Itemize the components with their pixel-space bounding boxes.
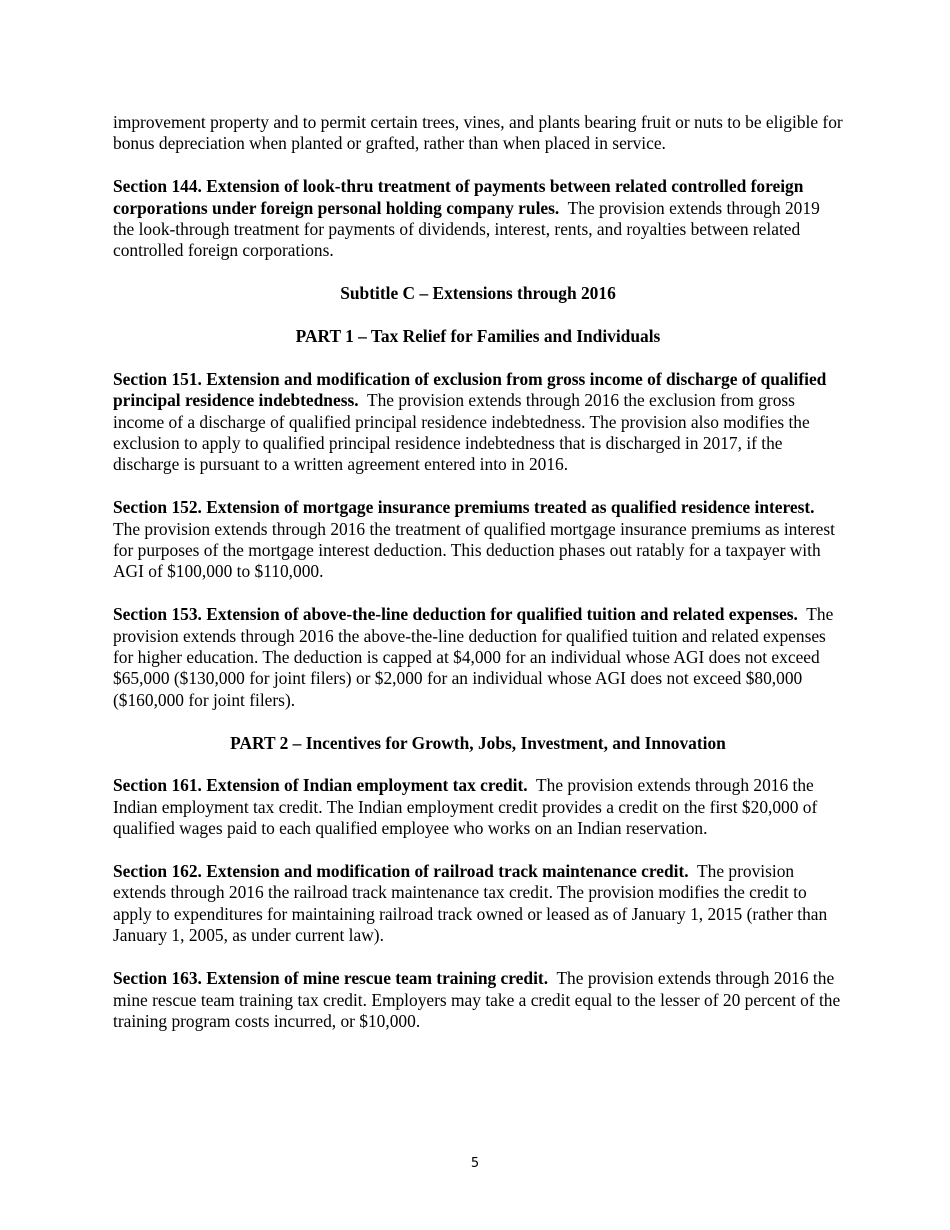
section-144-title: Section 144. Extension of look-thru treatment of payments between related controlled foreign corporations under foreign personal holding company rules. bbox=[113, 176, 804, 218]
page-number: 5 bbox=[470, 1156, 480, 1171]
part-2-heading: PART 2 – Incentives for Growth, Jobs, Investment, and Innovation bbox=[230, 732, 726, 753]
section-161-body: The provision extends through 2016 the Indian employment tax credit. The Indian employment credit provides a credit on the first $20,000 of qualified wages paid to each qualified employee who works on an Indian reservation. bbox=[113, 775, 818, 839]
page-content bbox=[113, 112, 843, 1054]
section-153-title: Section 153. Extension of above-the-line deduction for qualified tuition and related expenses. bbox=[113, 604, 798, 625]
section-163-paragraph bbox=[113, 968, 843, 1032]
section-153-body: The provision extends through 2016 the above-the-line deduction for qualified tuition and related expenses for higher education. The deduction is capped at $4,000 for an individual whose AGI does not exceed $65,000 ($130,000 for joint filers) or $2,000 for an individual whose AGI does not exceed $80,000 ($160,000 for joint filers). bbox=[113, 604, 834, 710]
section-151-body: The provision extends through 2016 the exclusion from gross income of a discharge of qualified principal residence indebtedness. The provision also modifies the exclusion to apply to qualified principal residence indebtedness that is discharged in 2017, if the discharge is pursuant to a written agreement entered into in 2016. bbox=[113, 390, 810, 475]
section-144-paragraph bbox=[113, 176, 843, 262]
section-161-title: Section 161. Extension of Indian employment tax credit. bbox=[113, 775, 528, 796]
section-153-paragraph bbox=[113, 604, 843, 711]
continuation-paragraph: improvement property and to permit certain trees, vines, and plants bearing fruit or nuts to be eligible for bonus depreciation when planted or grafted, rather than when placed in service. bbox=[113, 112, 843, 154]
section-162-title: Section 162. Extension and modification of railroad track maintenance credit. bbox=[113, 861, 689, 882]
section-163-title: Section 163. Extension of mine rescue team training credit. bbox=[113, 968, 549, 989]
section-152-body: The provision extends through 2016 the treatment of qualified mortgage insurance premiums as interest for purposes of the mortgage interest deduction. This deduction phases out ratably for a taxpayer with AGI of $100,000 to $110,000. bbox=[113, 518, 835, 582]
part-1-heading: PART 1 – Tax Relief for Families and Individuals bbox=[295, 326, 661, 347]
section-152-title: Section 152. Extension of mortgage insurance premiums treated as qualified residence interest. bbox=[113, 497, 815, 518]
section-161-paragraph bbox=[113, 775, 843, 839]
section-163-body: The provision extends through 2016 the mine rescue team training tax credit. Employers may take a credit equal to the lesser of 20 percent of the training program costs incurred, or $10,000. bbox=[113, 968, 841, 1031]
subtitle-c-heading: Subtitle C – Extensions through 2016 bbox=[340, 283, 616, 304]
section-144-body: The provision extends through 2019 the look-through treatment for payments of dividends, interest, rents, and royalties between related controlled foreign corporations. bbox=[113, 197, 820, 261]
section-162-body: The provision extends through 2016 the railroad track maintenance tax credit. The provision modifies the credit to apply to expenditures for maintaining railroad track owned or leased as of January 1, 2015 (rather than January 1, 2005, as under current law). bbox=[113, 861, 828, 946]
section-162-paragraph bbox=[113, 861, 843, 947]
section-151-title: Section 151. Extension and modification of exclusion from gross income of discharge of qualified principal residence indebtedness. bbox=[113, 368, 827, 411]
section-152-paragraph bbox=[113, 497, 843, 583]
section-151-paragraph bbox=[113, 369, 843, 476]
